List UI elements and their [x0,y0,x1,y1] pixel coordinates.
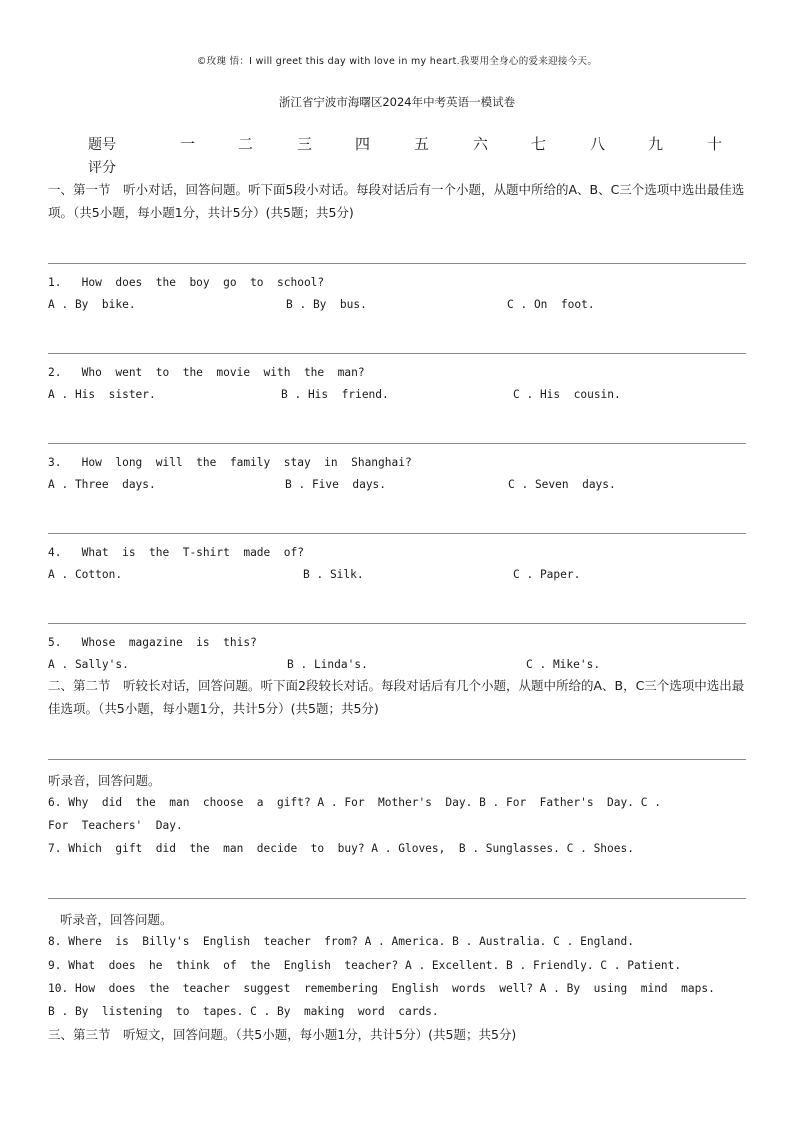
score-col-5: 五 [414,135,430,153]
group-2-line: 10. How does the teacher suggest remembering English words well? A . By using mind maps. [48,982,715,995]
page-motto: ©玫瑰 悟：I will greet this day with love in my heart.我要用全身心的爱来迎接今天。 [196,56,598,67]
divider [48,353,746,354]
group-2-instruction: 听录音，回答问题。 [60,912,173,927]
score-col-4: 四 [355,135,371,153]
score-col-6: 六 [473,135,489,153]
question-1-option-c: C . On foot. [507,298,595,311]
group-1-line: 7. Which gift did the man decide to buy? A . Gloves, B . Sunglasses. C . Shoes. [48,842,634,855]
question-2: 2. Who went to the movie with the man? [48,366,365,379]
divider [48,533,746,534]
question-4-option-c: C . Paper. [513,568,581,581]
group-1-line: 6. Why did the man choose a gift? A . For Mother's Day. B . For Father's Day. C . [48,796,661,809]
score-col-8: 八 [590,135,606,153]
question-4-option-b: B . Silk. [303,568,364,581]
question-5-option-a: A . Sally's. [48,658,129,671]
score-table-score-label: 评分 [88,160,116,176]
section-3-heading: 三、第三节 听短文，回答问题。（共5小题，每小题1分，共计5分）(共5题；共5分) [48,1027,517,1042]
score-col-2: 二 [238,135,254,153]
section-2-heading: 二、第二节 听较长对话，回答问题。听下面2段较长对话。每段对话后有几个小题，从题中所给的A、B，C三个选项中选出最佳选项。（共5小题，每小题1分，共计5分）(共5题；共5分) [48,678,745,716]
question-3-option-b: B . Five days. [285,478,387,491]
question-5: 5. Whose magazine is this? [48,636,257,649]
question-1-option-b: B . By bus. [286,298,367,311]
question-4: 4. What is the T-shirt made of? [48,546,304,559]
group-2-line: B . By listening to tapes. C . By making word cards. [48,1005,439,1018]
score-col-9: 九 [648,135,664,153]
question-5-option-b: B . Linda's. [287,658,368,671]
group-1-line: For Teachers' Day. [48,819,183,832]
question-3-option-a: A . Three days. [48,478,156,491]
group-1-instruction: 听录音，回答问题。 [48,773,161,788]
section-1-heading: 一、第一节 听小对话，回答问题。听下面5段小对话。每段对话后有一个小题，从题中所给的A、B、C三个选项中选出最佳选项。（共5小题，每小题1分，共计5分）(共5题；共5分) [48,182,745,220]
divider [48,443,746,444]
divider [48,898,746,899]
score-table-row-label: 题号 [88,137,116,153]
question-3: 3. How long will the family stay in Shanghai? [48,456,412,469]
divider [48,263,746,264]
question-1-option-a: A . By bike. [48,298,136,311]
question-2-option-a: A . His sister. [48,388,156,401]
divider [48,623,746,624]
question-2-option-b: B . His friend. [281,388,389,401]
score-col-7: 七 [531,135,547,153]
group-2-line: 8. Where is Billy's English teacher from? A . America. B . Australia. C . England. [48,935,634,948]
group-2-line: 9. What does he think of the English teacher? A . Excellent. B . Friendly. C . Patient. [48,959,682,972]
question-3-option-c: C . Seven days. [508,478,616,491]
score-col-10: 十 [707,135,723,153]
question-5-option-c: C . Mike's. [526,658,601,671]
question-2-option-c: C . His cousin. [513,388,621,401]
question-4-option-a: A . Cotton. [48,568,123,581]
divider [48,759,746,760]
score-col-1: 一 [180,135,196,153]
question-1: 1. How does the boy go to school? [48,276,325,289]
exam-title: 浙江省宁波市海曙区2024年中考英语一模试卷 [278,95,516,109]
score-col-3: 三 [297,135,313,153]
